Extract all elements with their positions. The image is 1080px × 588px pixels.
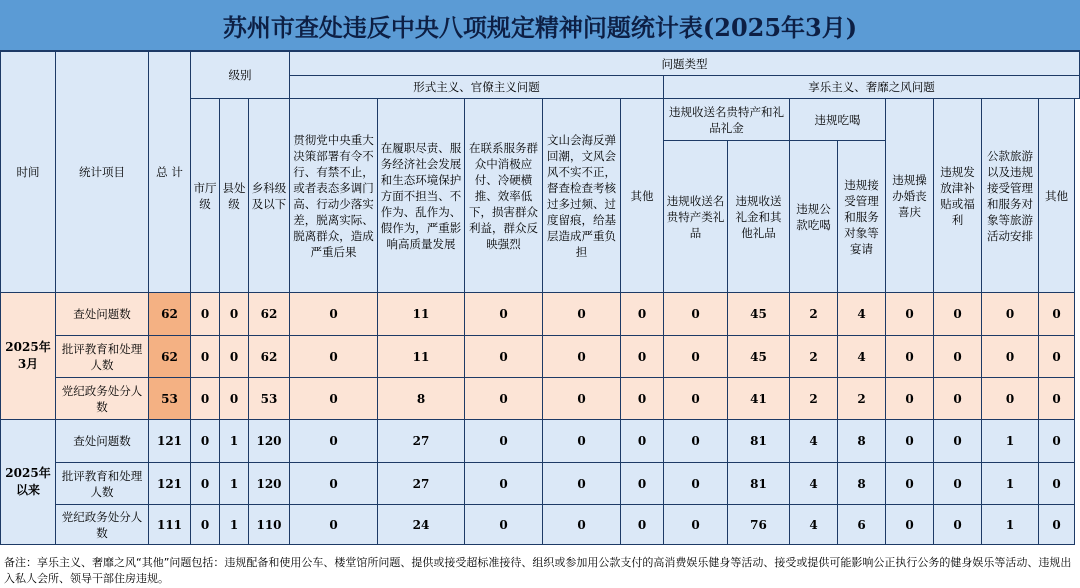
table-cell: 0 — [543, 463, 621, 505]
header-formalism: 形式主义、官僚主义问题 — [290, 76, 664, 99]
header-level-city: 市厅级 — [191, 99, 220, 293]
table-cell: 0 — [465, 420, 543, 463]
table-cell: 0 — [886, 378, 934, 420]
period-label: 2025年3月 — [1, 293, 56, 420]
table-cell: 0 — [664, 336, 728, 378]
table-cell: 0 — [621, 420, 664, 463]
table-cell: 120 — [249, 420, 290, 463]
header-travel: 公款旅游以及违规接受管理和服务对象等旅游活动安排 — [982, 99, 1039, 293]
table-cell: 0 — [220, 336, 249, 378]
table-cell: 0 — [1039, 336, 1075, 378]
table-cell: 0 — [543, 336, 621, 378]
header-formalism-3: 在联系服务群众中消极应付、冷硬横推、效率低下，损害群众利益，群众反映强烈 — [465, 99, 543, 293]
row-item-label: 批评教育和处理人数 — [56, 336, 149, 378]
table-cell: 76 — [728, 505, 790, 545]
period-label: 2025年以来 — [1, 420, 56, 545]
header-meal-banquet: 违规接受管理和服务对象等宴请 — [838, 141, 886, 293]
row-item-label: 查处问题数 — [56, 293, 149, 336]
footnote: 备注：享乐主义、奢靡之风“其他”问题包括：违规配备和使用公车、楼堂馆所问题、提供或接受超标准接待、组织或参加用公款支付的高消费娱乐健身等活动、接受或提供可能影响公正执行公务的健身娱乐等活动、违规出入私人会所、领导干部住房违规。 — [4, 556, 1072, 585]
table-cell: 0 — [1039, 463, 1075, 505]
table-cell: 81 — [728, 463, 790, 505]
table-cell: 0 — [982, 378, 1039, 420]
table-cell: 41 — [728, 378, 790, 420]
table-cell: 45 — [728, 293, 790, 336]
cell-total: 62 — [149, 293, 191, 336]
table-cell: 0 — [934, 463, 982, 505]
table-cell: 2 — [790, 336, 838, 378]
row-item-label: 党纪政务处分人数 — [56, 505, 149, 545]
table-cell: 0 — [886, 463, 934, 505]
header-total: 总 计 — [149, 52, 191, 293]
header-hedonism-other: 其他 — [1039, 99, 1075, 293]
header-meal-public: 违规公款吃喝 — [790, 141, 838, 293]
table-cell: 0 — [621, 463, 664, 505]
table-cell: 0 — [886, 505, 934, 545]
header-level-town: 乡科级及以下 — [249, 99, 290, 293]
table-cell: 8 — [838, 420, 886, 463]
table-cell: 0 — [543, 505, 621, 545]
table-cell: 0 — [934, 336, 982, 378]
table-cell: 6 — [838, 505, 886, 545]
table-row — [1, 463, 1080, 505]
header-meal-group: 违规吃喝 — [790, 99, 886, 141]
cell-total: 53 — [149, 378, 191, 420]
table-cell: 0 — [543, 420, 621, 463]
header-item: 统计项目 — [56, 52, 149, 293]
table-row — [1, 505, 1080, 545]
header-subsidy: 违规发放津补贴或福利 — [934, 99, 982, 293]
table-cell: 0 — [664, 420, 728, 463]
header-formalism-2: 在履职尽责、服务经济社会发展和生态环境保护方面不担当、不作为、乱作为、假作为，严重影响高质量发展 — [378, 99, 465, 293]
table-cell: 24 — [378, 505, 465, 545]
table-cell: 0 — [621, 336, 664, 378]
table-cell: 0 — [664, 378, 728, 420]
table-cell: 4 — [790, 505, 838, 545]
table-cell: 2 — [790, 378, 838, 420]
table-cell: 8 — [378, 378, 465, 420]
table-cell: 0 — [220, 293, 249, 336]
table-cell: 0 — [465, 336, 543, 378]
table-cell: 27 — [378, 463, 465, 505]
header-level-county: 县处级 — [220, 99, 249, 293]
table-cell: 0 — [982, 293, 1039, 336]
table-cell: 11 — [378, 336, 465, 378]
table-cell: 0 — [1039, 420, 1075, 463]
cell-total: 121 — [149, 420, 191, 463]
table-cell: 0 — [1039, 505, 1075, 545]
row-item-label: 批评教育和处理人数 — [56, 463, 149, 505]
table-cell: 120 — [249, 463, 290, 505]
header-gift-group: 违规收送名贵特产和礼品礼金 — [664, 99, 790, 141]
table-cell: 4 — [790, 420, 838, 463]
table-cell: 4 — [790, 463, 838, 505]
table-cell: 45 — [728, 336, 790, 378]
table-cell: 4 — [838, 336, 886, 378]
table-cell: 0 — [621, 293, 664, 336]
table-cell: 1 — [220, 463, 249, 505]
cell-total: 121 — [149, 463, 191, 505]
table-cell: 2 — [838, 378, 886, 420]
table-cell: 0 — [886, 336, 934, 378]
table-cell: 0 — [621, 505, 664, 545]
data-body — [1, 293, 1080, 545]
header-hedonism: 享乐主义、奢靡之风问题 — [664, 76, 1080, 99]
header-wedding: 违规操办婚丧喜庆 — [886, 99, 934, 293]
table-cell: 0 — [465, 505, 543, 545]
table-cell: 0 — [290, 420, 378, 463]
table-cell: 110 — [249, 505, 290, 545]
table-cell: 53 — [249, 378, 290, 420]
table-cell: 1 — [982, 463, 1039, 505]
table-cell: 0 — [621, 378, 664, 420]
table-cell: 62 — [249, 293, 290, 336]
table-cell: 0 — [934, 420, 982, 463]
table-cell: 27 — [378, 420, 465, 463]
table-cell: 0 — [664, 505, 728, 545]
table-row — [1, 336, 1080, 378]
table-cell: 0 — [290, 378, 378, 420]
table-cell: 1 — [220, 505, 249, 545]
table-cell: 0 — [543, 378, 621, 420]
header-formalism-4: 文山会海反弹回潮，文风会风不实不正，督查检查考核过多过频、过度留痕，给基层造成严重负担 — [543, 99, 621, 293]
row-item-label: 查处问题数 — [56, 420, 149, 463]
header-level: 级别 — [191, 52, 290, 99]
table-cell: 0 — [290, 336, 378, 378]
table-cell: 0 — [1039, 378, 1075, 420]
row-item-label: 党纪政务处分人数 — [56, 378, 149, 420]
stats-table — [0, 51, 1080, 545]
table-cell: 4 — [838, 293, 886, 336]
table-cell: 0 — [191, 293, 220, 336]
table-cell: 0 — [465, 293, 543, 336]
table-cell: 0 — [465, 463, 543, 505]
header-time: 时间 — [1, 52, 56, 293]
table-cell: 0 — [886, 293, 934, 336]
cell-total: 62 — [149, 336, 191, 378]
table-cell: 62 — [249, 336, 290, 378]
table-cell: 0 — [191, 505, 220, 545]
cell-total: 111 — [149, 505, 191, 545]
table-cell: 2 — [790, 293, 838, 336]
header-formalism-1: 贯彻党中央重大决策部署有令不行、有禁不止，或者表态多调门高、行动少落实差，脱离实际、脱离群众，造成严重后果 — [290, 99, 378, 293]
table-cell: 0 — [191, 378, 220, 420]
table-cell: 81 — [728, 420, 790, 463]
table-cell: 0 — [886, 420, 934, 463]
header-formalism-other: 其他 — [621, 99, 664, 293]
table-row — [1, 293, 1080, 336]
header-problem-type: 问题类型 — [290, 52, 1080, 76]
table-cell: 0 — [934, 378, 982, 420]
table-cell: 0 — [664, 463, 728, 505]
table-cell: 0 — [543, 293, 621, 336]
table-cell: 0 — [290, 505, 378, 545]
table-row — [1, 420, 1080, 463]
page-title: 苏州市查处违反中央八项规定精神问题统计表(2025年3月) — [0, 0, 1080, 51]
header-gift-money: 违规收送礼金和其他礼品 — [728, 141, 790, 293]
table-row — [1, 378, 1080, 420]
table-cell: 8 — [838, 463, 886, 505]
table-cell: 0 — [1039, 293, 1075, 336]
table-cell: 0 — [191, 463, 220, 505]
table-cell: 0 — [982, 336, 1039, 378]
table-cell: 0 — [191, 420, 220, 463]
table-cell: 1 — [220, 420, 249, 463]
table-cell: 0 — [664, 293, 728, 336]
table-cell: 0 — [934, 293, 982, 336]
header-gift-specialty: 违规收送名贵特产类礼品 — [664, 141, 728, 293]
table-cell: 11 — [378, 293, 465, 336]
table-cell: 0 — [220, 378, 249, 420]
table-cell: 1 — [982, 420, 1039, 463]
table-cell: 1 — [982, 505, 1039, 545]
table-cell: 0 — [290, 463, 378, 505]
table-cell: 0 — [290, 293, 378, 336]
table-cell: 0 — [465, 378, 543, 420]
table-cell: 0 — [191, 336, 220, 378]
table-cell: 0 — [934, 505, 982, 545]
